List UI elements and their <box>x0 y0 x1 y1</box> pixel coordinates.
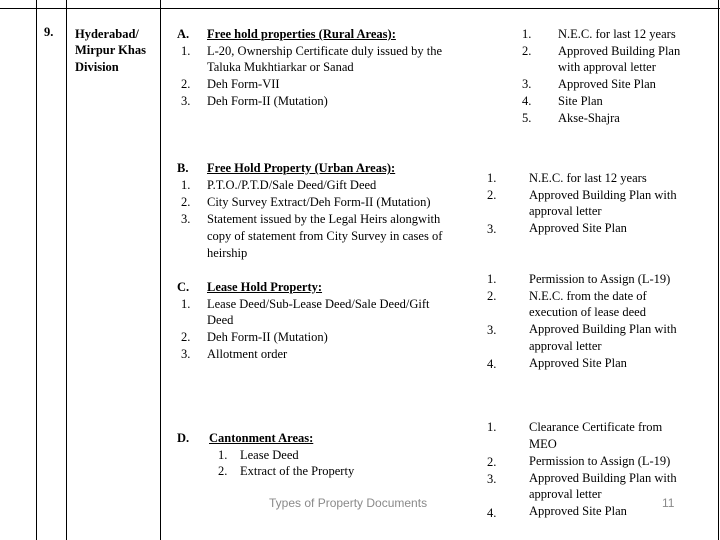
table-border-right <box>718 0 719 540</box>
requirement-item: N.E.C. for last 12 years <box>558 27 676 41</box>
list-number: 4. <box>522 94 532 108</box>
list-number: 1. <box>181 44 191 58</box>
requirement-item: Permission to Assign (L-19) <box>529 272 671 286</box>
list-number: 3. <box>487 472 497 486</box>
list-number: 2. <box>181 195 191 209</box>
list-number: 1. <box>487 272 497 286</box>
requirement-item: N.E.C. from the date of <box>529 289 647 303</box>
section-heading: Cantonment Areas: <box>209 431 314 445</box>
document-item: Extract of the Property <box>240 464 355 478</box>
requirement-item: execution of lease deed <box>529 305 646 319</box>
list-number: 2. <box>218 464 228 478</box>
section-letter: D. <box>177 431 190 445</box>
list-number: 4. <box>487 506 497 520</box>
column-divider-number <box>66 0 67 540</box>
division-line-1: Hyderabad/ <box>75 27 139 41</box>
document-item: Statement issued by the Legal Heirs alongwith <box>207 212 441 226</box>
list-number: 3. <box>181 347 191 361</box>
list-number: 4. <box>487 357 497 371</box>
document-item: heirship <box>207 246 248 260</box>
document-item: Deed <box>207 313 234 327</box>
requirement-item: with approval letter <box>558 60 656 74</box>
document-item: Deh Form-II (Mutation) <box>207 330 328 344</box>
requirement-item: Approved Site Plan <box>529 221 627 235</box>
table-border-top <box>0 8 720 9</box>
requirement-item: Approved Site Plan <box>529 356 627 370</box>
document-item: Lease Deed <box>240 448 299 462</box>
document-item: Deh Form-II (Mutation) <box>207 94 328 108</box>
list-number: 1. <box>522 27 532 41</box>
requirement-item: MEO <box>529 437 557 451</box>
document-item: P.T.O./P.T.D/Sale Deed/Gift Deed <box>207 178 377 192</box>
document-item: City Survey Extract/Deh Form-II (Mutation) <box>207 195 431 209</box>
requirement-item: Approved Building Plan with <box>529 471 677 485</box>
list-number: 3. <box>487 222 497 236</box>
division-line-2: Mirpur Khas <box>75 43 146 57</box>
list-number: 3. <box>181 94 191 108</box>
list-number: 3. <box>522 77 532 91</box>
section-heading: Free Hold Property (Urban Areas): <box>207 161 396 175</box>
requirement-item: Approved Site Plan <box>558 77 656 91</box>
document-item: Allotment order <box>207 347 288 361</box>
section-letter: C. <box>177 280 190 294</box>
requirement-item: Approved Building Plan with <box>529 188 677 202</box>
column-divider-division <box>160 0 161 540</box>
requirement-item: Approved Site Plan <box>529 504 627 518</box>
section-heading: Free hold properties (Rural Areas): <box>207 27 396 41</box>
list-number: 1. <box>181 178 191 192</box>
requirement-item: N.E.C. for last 12 years <box>529 171 647 185</box>
list-number: 2. <box>181 330 191 344</box>
section-letter: A. <box>177 27 190 41</box>
list-number: 3. <box>487 323 497 337</box>
table-border-left <box>36 0 37 540</box>
requirement-item: approval letter <box>529 204 602 218</box>
document-item: copy of statement from City Survey in cases of <box>207 229 443 243</box>
list-number: 2. <box>181 77 191 91</box>
list-number: 2. <box>522 44 532 58</box>
requirement-item: approval letter <box>529 339 602 353</box>
document-item: L-20, Ownership Certificate duly issued by the <box>207 44 443 58</box>
requirement-item: Clearance Certificate from <box>529 420 663 434</box>
document-item: Deh Form-VII <box>207 77 280 91</box>
requirement-item: Approved Building Plan <box>558 44 681 58</box>
page-number: 11 <box>662 496 675 510</box>
requirement-item: approval letter <box>529 487 602 501</box>
list-number: 1. <box>487 171 497 185</box>
list-number: 2. <box>487 188 497 202</box>
requirement-item: Akse-Shajra <box>558 111 620 125</box>
footer-title: Types of Property Documents <box>269 496 428 510</box>
requirement-item: Permission to Assign (L-19) <box>529 454 671 468</box>
document-item: Taluka Mukhtiarkar or Sanad <box>207 60 354 74</box>
list-number: 2. <box>487 455 497 469</box>
section-heading: Lease Hold Property: <box>207 280 323 294</box>
list-number: 1. <box>487 420 497 434</box>
list-number: 1. <box>218 448 228 462</box>
list-number: 2. <box>487 289 497 303</box>
list-number: 3. <box>181 212 191 226</box>
list-number: 5. <box>522 111 532 125</box>
division-line-3: Division <box>75 60 119 74</box>
row-number: 9. <box>44 25 54 39</box>
requirement-item: Site Plan <box>558 94 603 108</box>
requirement-item: Approved Building Plan with <box>529 322 677 336</box>
section-letter: B. <box>177 161 189 175</box>
list-number: 1. <box>181 297 191 311</box>
document-item: Lease Deed/Sub-Lease Deed/Sale Deed/Gift <box>207 297 430 311</box>
